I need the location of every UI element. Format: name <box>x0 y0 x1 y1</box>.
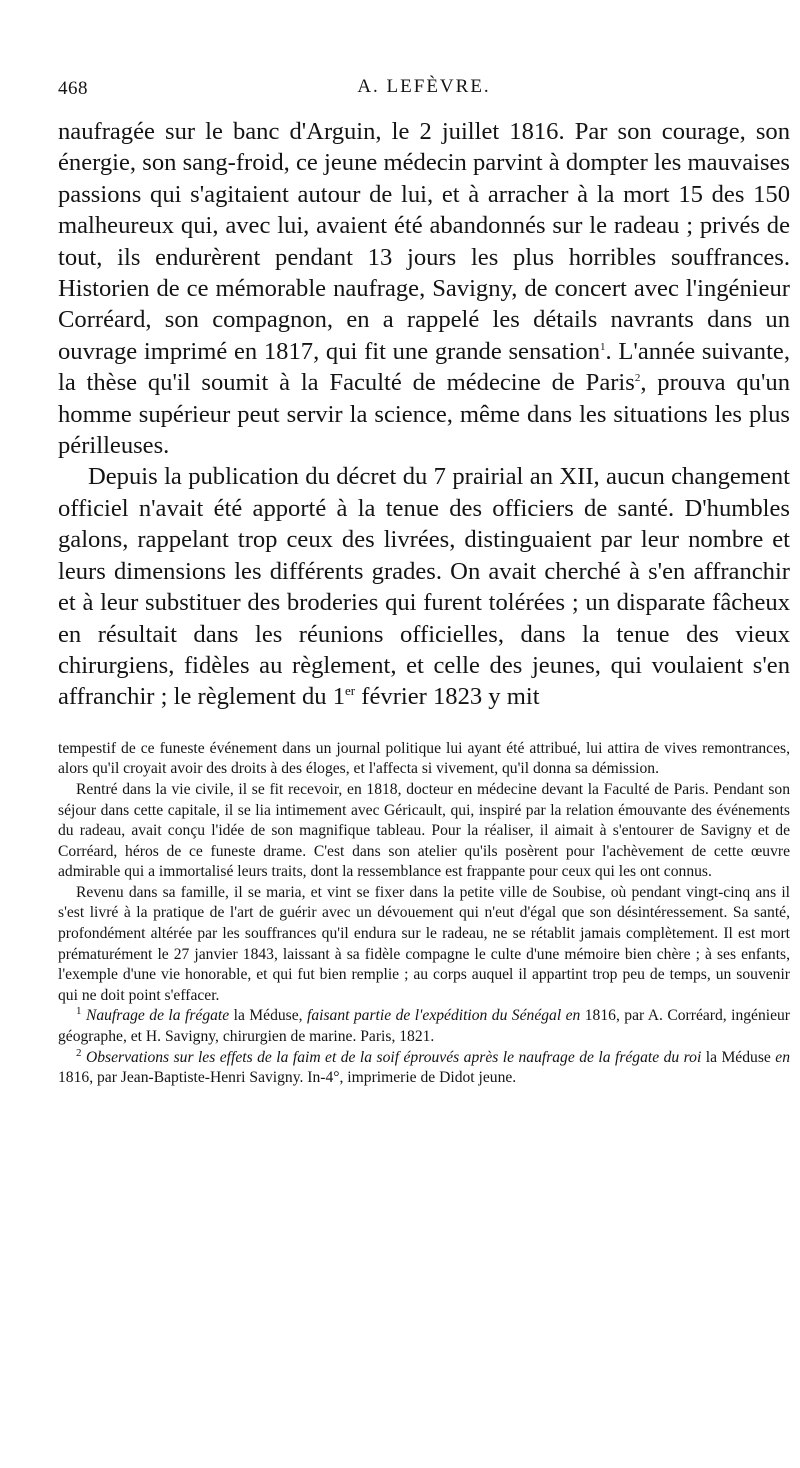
footnote-2 <box>58 1048 790 1089</box>
paragraph-1-text-a: naufragée sur le banc d'Arguin, le 2 juillet 1816. Par son courage, son énergie, son sang-froid, ce jeune médecin parvint à dompter les mauvaises passions qui s'agitaient autour de lui, et à arracher à la mort 15 des 150 malheureux qui, avec lui, avaient été abandonnés sur le radeau ; privés de tout, ils endurèrent pendant 13 jours les plus horribles souffrances. Historien de ce mémorable naufrage, Savigny, de concert avec l'ingénieur Corréard, son compagnon, en a rappelé les détails navrants dans un ouvrage imprimé en 1817, qui fit une grande sensation <box>58 118 790 365</box>
footnote-2-title: Observations sur les effets de la faim et de la soif éprouvés après le naufrage de la frégate du roi <box>85 1048 702 1066</box>
footnote-1-title-2: faisant partie de l'expédition du Sénégal en <box>307 1007 581 1025</box>
paragraph-1 <box>58 116 790 461</box>
running-head: A. LEFÈVRE. <box>357 76 491 97</box>
footnote-ref-2: 2 <box>634 372 641 385</box>
ordinal-superscript: er <box>345 683 356 699</box>
book-page <box>58 70 790 1089</box>
footnote-continued-1: tempestif de ce funeste événement dans un journal politique lui ayant été attribué, lui attira de vives remontrances, alors qu'il croyait avoir des droits à des éloges, et l'affecta si vivement, qu'il donna sa démission. <box>58 739 790 778</box>
main-text <box>58 116 790 713</box>
footnote-1 <box>58 1006 790 1047</box>
paragraph-1-text-b: . L'année suivante, la thèse qu'il soumit à la Faculté de médecine de Paris <box>58 337 790 397</box>
footnote-ref-1: 1 <box>600 340 606 353</box>
footnote-continued-2: Rentré dans la vie civile, il se fit recevoir, en 1818, docteur en médecine devant la Faculté de Paris. Pendant son séjour dans cette capitale, il se lia intimement avec Géricault, qui, inspiré par la relation émouvante des événements du radeau, avait conçu l'idée de son magnifique tableau. Pour la réaliser, il aimait à s'entourer de Savigny et de Corréard, héros de ce funeste drame. C'est dans son atelier qu'ils posèrent pour l'achèvement de cette œuvre admirable qui a immortalisé leurs traits, dont la ressemblance est frappante pour ceux qui les ont connus. <box>58 780 790 881</box>
footnote-1-title: Naufrage de la frégate <box>85 1007 230 1025</box>
footnote-2-mark: 2 <box>76 1046 82 1059</box>
paragraph-1-text-c: , prouva qu'un homme supérieur peut servir la science, même dans les situations les plus périlleuses. <box>58 369 790 460</box>
footnote-1-ship: la Méduse, <box>229 1007 307 1025</box>
paragraph-2-text-b: février 1823 y mit <box>355 683 540 711</box>
page-header <box>58 70 790 106</box>
footnote-2-ship: la Méduse <box>701 1048 776 1066</box>
footnote-1-mark: 1 <box>76 1005 82 1018</box>
footnote-2-rest: 1816, par Jean-Baptiste-Henri Savigny. In-4°, imprimerie de Didot jeune. <box>58 1069 517 1087</box>
footnotes <box>58 739 790 1089</box>
footnote-1-rest: 1816, par A. Corréard, ingénieur géographe, et H. Savigny, chirurgien de marine. Paris, 1821. <box>58 1007 790 1046</box>
paragraph-2 <box>58 461 790 712</box>
footnote-2-title-2: en <box>775 1048 790 1066</box>
page-number: 468 <box>58 78 88 99</box>
footnote-continued-3: Revenu dans sa famille, il se maria, et vint se fixer dans la petite ville de Soubise, où pendant vingt-cinq ans il s'est livré à la pratique de l'art de guérir avec un dévouement qui n'eut d'égal que son désintéressement. Sa santé, profondément altérée par les souffrances qu'il endura sur le radeau, ne se rétablit jamais complètement. Il est mort prématurément le 27 janvier 1843, laissant à sa fidèle compagne le culte d'une mémoire bien chère ; à ses enfants, l'exemple d'une vie honorable, et qui fut bien remplie ; au corps auquel il appartint trop peu de temps, un souvenir qui ne doit point s'effacer. <box>58 883 790 1004</box>
paragraph-2-text-a: Depuis la publication du décret du 7 prairial an XII, aucun changement officiel n'avait été apporté à la tenue des officiers de santé. D'humbles galons, rappelant trop ceux des livrées, distinguaient par leur nombre et leurs dimensions les différents grades. On avait cherché à s'en affranchir et à leur substituer des broderies qui furent tolérées ; un disparate fâcheux en résultait dans les réunions officielles, dans la tenue des vieux chirurgiens, fidèles au règlement, et celle des jeunes, qui voulaient s'en affranchir ; le règlement du 1 <box>58 463 790 711</box>
